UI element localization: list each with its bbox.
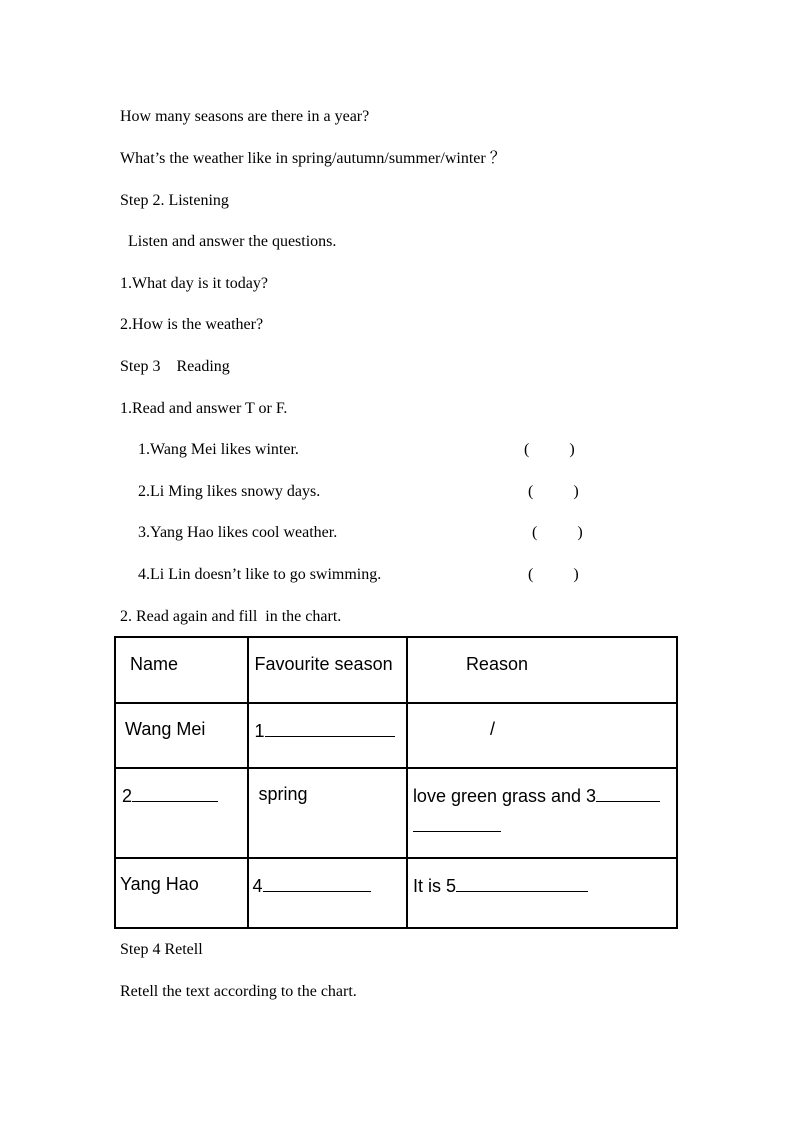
step2-heading: Step 2. Listening	[120, 192, 229, 209]
listening-question-2: 2.How is the weather?	[120, 316, 264, 333]
blank-line-2[interactable]	[132, 783, 218, 802]
question-weather: What’s the weather like in spring/autumn/summer/winter ？	[120, 150, 506, 167]
row3-name-cell	[115, 858, 248, 928]
chart-row-3	[115, 858, 677, 928]
tf-answer-2: ( )	[528, 483, 579, 500]
listening-question-1: 1.What day is it today?	[120, 275, 268, 292]
blank-number-4: 4	[252, 876, 263, 896]
row2-name-blank[interactable]	[122, 783, 218, 807]
listening-instruction: Listen and answer the questions.	[128, 233, 337, 250]
row3-reason-text: It is 5	[412, 876, 456, 896]
chart-row-2	[115, 768, 677, 858]
row1-season-blank[interactable]	[255, 718, 395, 742]
blank-number-2: 2	[122, 786, 133, 806]
retell-instruction: Retell the text according to the chart.	[120, 983, 357, 1000]
tf-item-2: 2.Li Ming likes snowy days.	[138, 483, 321, 500]
row2-reason-text: love green grass and 3	[412, 786, 597, 806]
row2-season-cell	[248, 768, 407, 858]
row2-reason-blank-cont[interactable]	[413, 813, 501, 837]
blank-number-1: 1	[254, 721, 265, 741]
header-season: Favourite season	[254, 654, 393, 674]
blank-line-1[interactable]	[265, 718, 395, 737]
header-cell-season	[248, 637, 407, 703]
row1-reason-cell	[407, 703, 677, 768]
header-reason: Reason	[465, 654, 528, 674]
row3-season-cell[interactable]	[248, 858, 407, 928]
tf-answer-4: ( )	[528, 566, 579, 583]
tf-item-4: 4.Li Lin doesn’t like to go swimming.	[138, 566, 382, 583]
row2-reason-blank[interactable]	[413, 783, 660, 807]
row3-season-blank[interactable]	[253, 873, 371, 897]
chart-header-row	[115, 637, 677, 703]
question-seasons: How many seasons are there in a year?	[120, 108, 370, 125]
row1-season-cell[interactable]	[248, 703, 407, 768]
tf-answer-3: ( )	[532, 524, 583, 541]
row2-reason-cell[interactable]	[407, 768, 677, 858]
blank-line-4[interactable]	[263, 873, 371, 892]
row3-reason-cell[interactable]	[407, 858, 677, 928]
header-cell-name	[115, 637, 248, 703]
row3-name: Yang Hao	[120, 874, 199, 894]
row1-name: Wang Mei	[125, 719, 206, 739]
fill-chart	[114, 636, 678, 929]
reading-instruction-2: 2. Read again and fill in the chart.	[120, 608, 342, 625]
reading-instruction-1: 1.Read and answer T or F.	[120, 400, 288, 417]
row1-reason: /	[489, 719, 495, 739]
blank-line-3-cont[interactable]	[413, 813, 501, 832]
row1-name-cell	[115, 703, 248, 768]
step3-heading: Step 3 Reading	[120, 358, 230, 375]
row2-season: spring	[258, 784, 308, 804]
row3-reason-blank[interactable]	[413, 873, 588, 897]
header-cell-reason	[407, 637, 677, 703]
step4-heading: Step 4 Retell	[120, 941, 203, 958]
blank-line-5[interactable]	[456, 873, 588, 892]
tf-answer-1: ( )	[524, 441, 575, 458]
tf-item-3: 3.Yang Hao likes cool weather.	[138, 524, 338, 541]
header-name: Name	[130, 654, 179, 674]
blank-line-3[interactable]	[596, 783, 660, 802]
tf-item-1: 1.Wang Mei likes winter.	[138, 441, 299, 458]
row2-name-cell[interactable]	[115, 768, 248, 858]
chart-row-1	[115, 703, 677, 768]
